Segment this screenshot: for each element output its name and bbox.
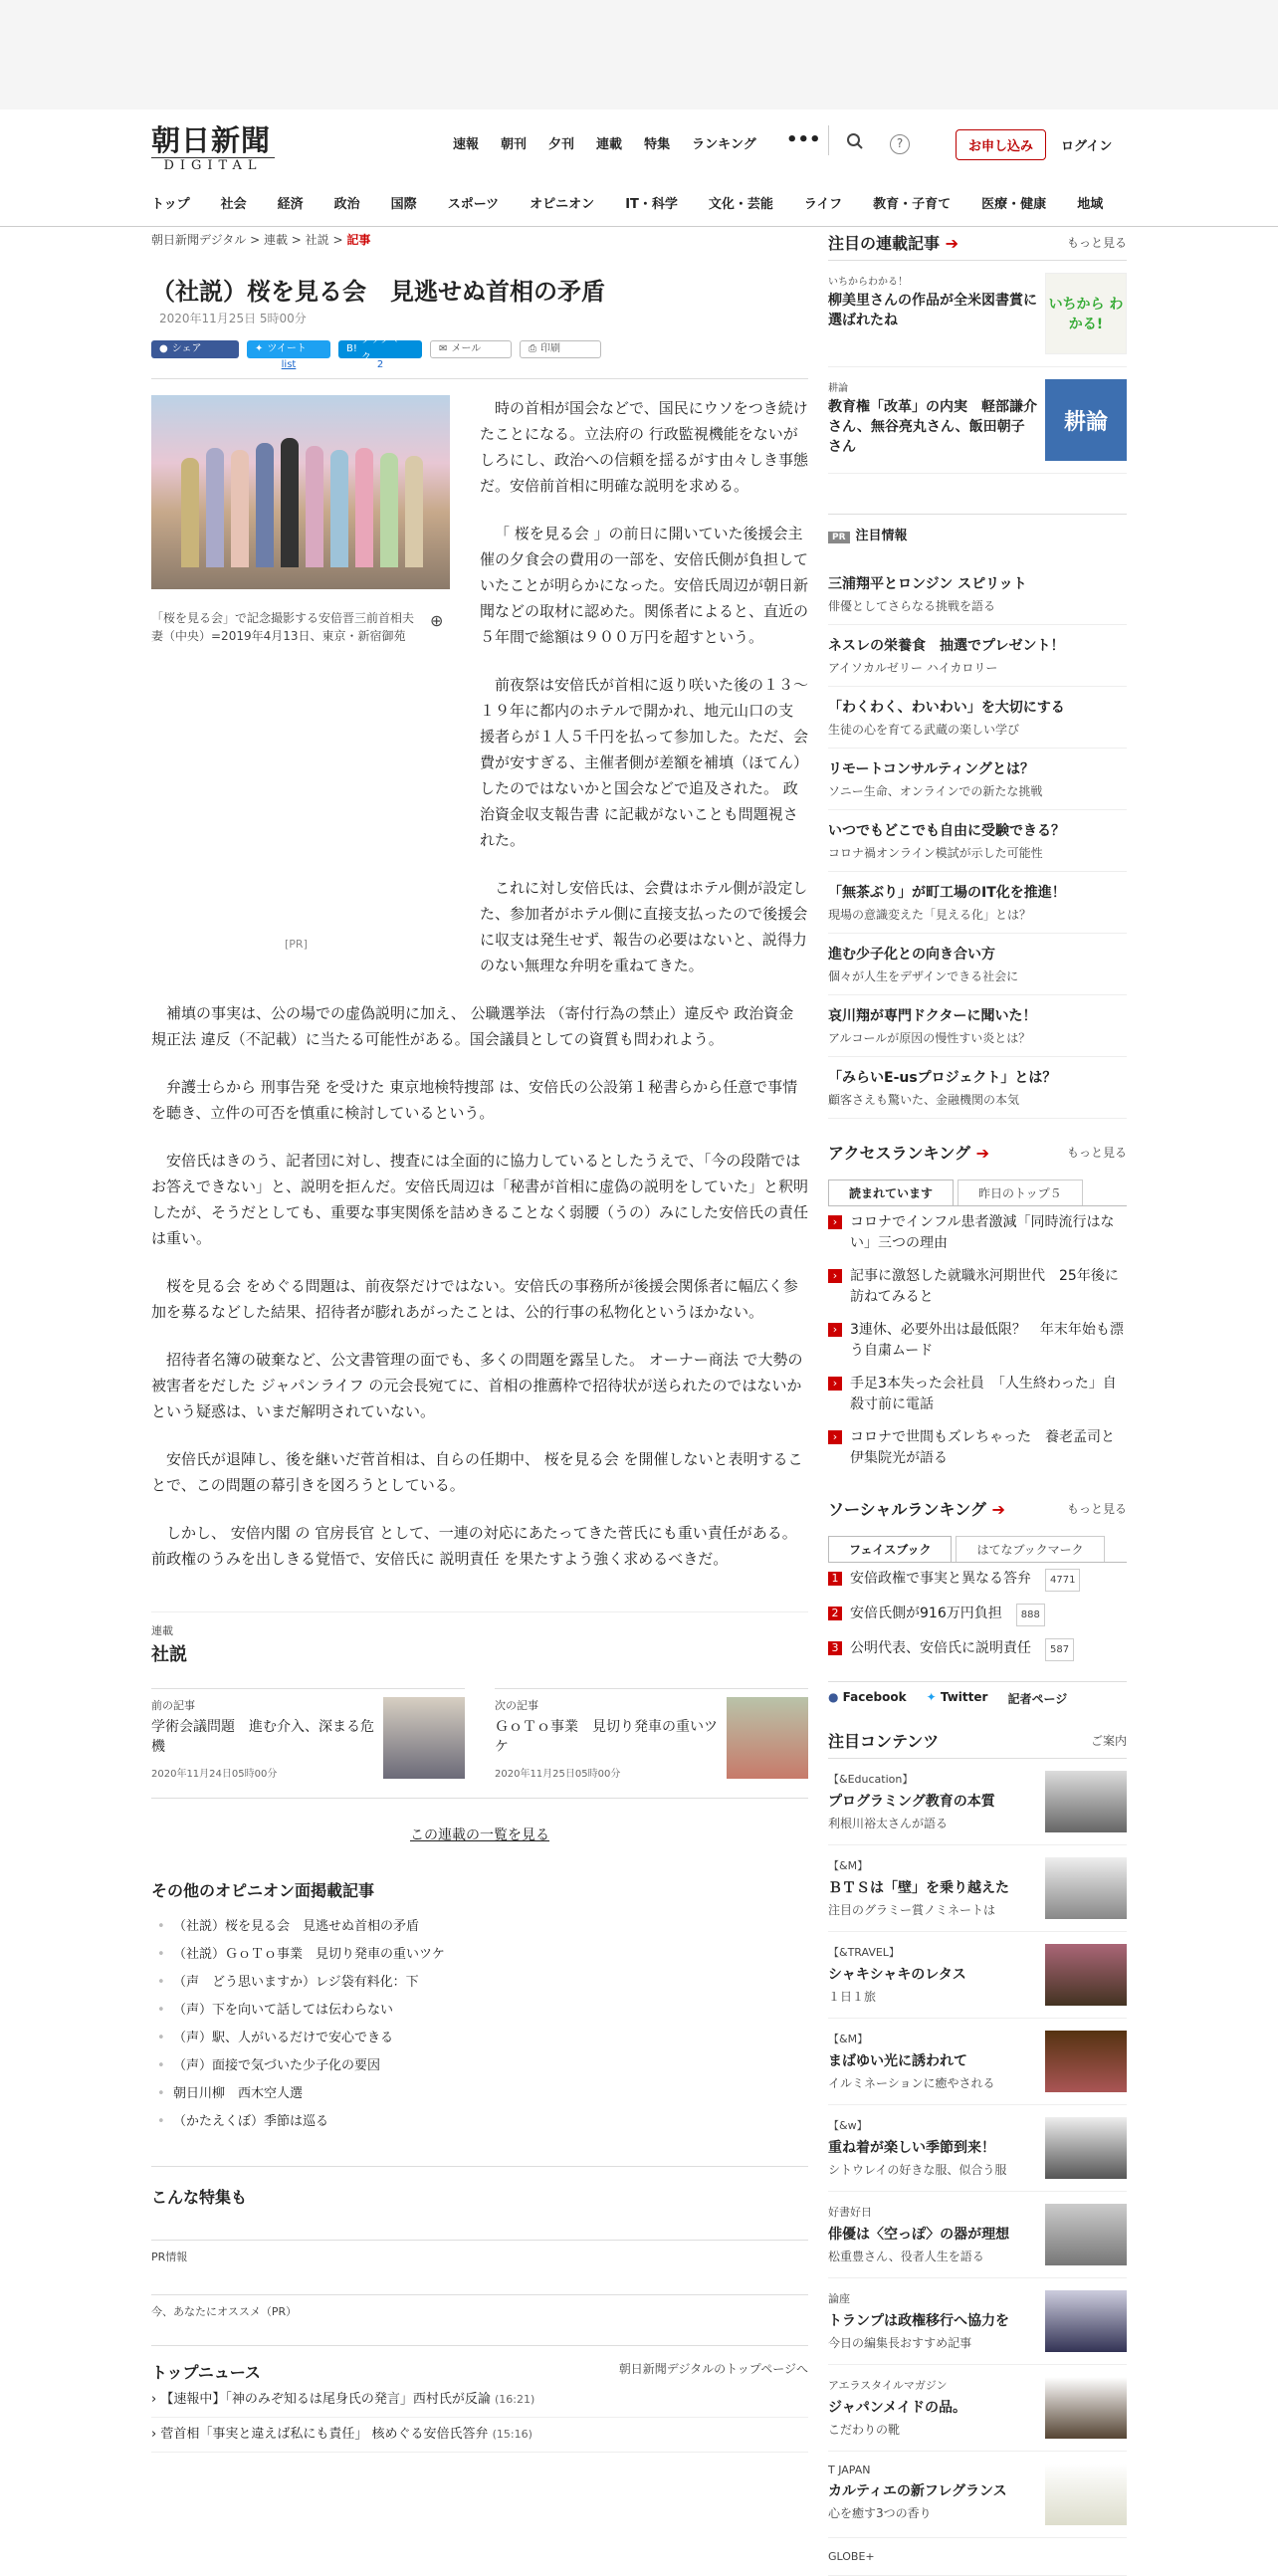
prev-title[interactable]: 学術会議問題 進む介入、深まる危機 [151,1719,374,1755]
print-icon: ⎙ [529,343,536,354]
social-more[interactable]: もっと見る [1066,1502,1127,1516]
hatena-bookmark-button[interactable] [338,334,422,363]
top-news-text: 菅首相「事実と違えば私にも責任」 核めぐる安倍氏答弁 [160,2427,489,2442]
pr-item[interactable]: ネスレの栄養食 抽選でプレゼント！ アイソカルゼリー ハイカロリー [828,625,1127,687]
arrow-right-icon: ➔ [991,1500,1005,1519]
breadcrumb-shasetsu[interactable]: 社説 [305,233,329,247]
arrow-right-icon: ➔ [975,1144,990,1163]
content-thumbnail [1045,2290,1127,2352]
share-divider [151,378,808,379]
content-thumbnail [1045,1944,1127,2006]
subscribe-button[interactable]: お申し込み [956,129,1046,160]
list-item[interactable]: • （声）駅、人がいるだけで安心できる [151,2025,808,2052]
pr-item[interactable]: 「無茶ぶり」が町工場のIT化を推進！ 現場の意識変えた「見える化」とは？ [828,872,1127,934]
breadcrumb-rensai[interactable]: 連載 [263,233,288,247]
cat-life[interactable]: ライフ [803,197,843,212]
rank-marker: › [828,1323,842,1337]
top-news-text: 【速報中】「神のみぞ知るは尾身氏の発言」西村氏が反論 [160,2392,491,2407]
article-paragraph: 弁護士らから 刑事告発 を受けた 東京地検特捜部 は、安倍氏の公設第１秘書らから任意で事情を聴き、立件の可否を慎重に検討しているという。 [151,1078,798,1122]
article-title: （社説）桜を見る会 見逃せぬ首相の矛盾 [151,278,605,306]
article-paragraph: 「 桜を見る会 」の前日に開いていた後援会主催の夕食会の費用の一部を、安倍氏側が負担していたことが明らかになった。安倍氏周辺が朝日新聞などの取材に認めた。関係者によると、直近の５年間で総額は９００万円を超すという。 [480,525,809,646]
social-links [828,1681,1127,1707]
hatena-icon: B! [346,343,357,354]
series-block [151,1611,808,1844]
ranking-item[interactable]: › コロナでインフル患者激減「同時流行はない」三つの理由 [828,1206,1127,1260]
content-item[interactable]: 【&M】 まばゆい光に誘われて イルミネーションに癒やされる [828,2019,1127,2105]
list-item[interactable]: • （社説）ＧｏＴｏ事業 見切り発車の重いツケ [151,1941,808,1969]
twitter-share-label: ツイート [267,343,307,354]
facebook-share-button[interactable] [151,340,239,358]
rentai-more[interactable]: もっと見る [1066,236,1127,250]
photo-caption: 「桜を見る会」で記念撮影する安倍晋三前首相夫妻（中央）=2019年4月13日、東京・新宿御苑 [151,611,415,643]
top-news-title: トップニュース [151,2363,261,2382]
cat-society[interactable]: 社会 [220,197,247,212]
rentai-kicker: いちからわかる！ [828,277,908,288]
pr-item[interactable]: 「みらいE-usプロジェクト」とは？ 顧客さえも驚いた、金融機関の本気 [828,1057,1127,1119]
contents-title: 注目コンテンツ [828,1732,940,1751]
article-paragraph: 安倍氏はきのう、記者団に対し、捜査には全面的に協力しているとしたうえで、「今の段階ではお答えできない」と、説明を拒んだ。安倍氏周辺は「秘書が首相に虚偽の説明をしていた」と釈明したが、そうだとしても、重要な事実関係を詰めきることなく弱腰（うの）みにした安倍氏の責任は重い。 [151,1152,809,1247]
article-paragraph: 時の首相が国会などで、国民にウソをつき続けたことになる。立法府の 行政監視機能をないがしろにし、政治への信頼を揺るがす由々しき事態だ。安倍前首相に明確な説明を求める。 [480,399,809,495]
social-ranking-title: ソーシャルランキング ➔ [828,1500,1005,1519]
article-date: 2020年11月25日 5時00分 [159,312,307,325]
social-item[interactable]: 1 安倍政権で事実と異なる答弁 4771 [828,1563,1127,1598]
next-title[interactable]: ＧｏＴｏ事業 見切り発車の重いツケ [495,1719,718,1755]
content-item[interactable]: アエラスタイルマガジン ジャパンメイドの品。 こだわりの靴 [828,2365,1127,2452]
content-item[interactable]: 【&M】 ＢＴＳは「壁」を乗り越えた 注目のグラミー賞ノミネートは [828,1845,1127,1932]
article-paragraph: 招待者名簿の破棄など、公文書管理の面でも、多くの問題を露呈した。 オーナー商法 で大勢の被害者をだした ジャパンライフ の元会長宛てに、首相の推薦枠で招待状が送られたのではないかという疑惑は、いまだ解明されていない。 [151,1351,803,1420]
other-opinion-list [151,1913,808,2136]
featured-contents [828,1729,1127,2576]
content-thumbnail [1045,2031,1127,2092]
rank-marker: › [828,1430,842,1444]
next-thumbnail[interactable] [727,1697,808,1779]
facebook-icon: ● [828,1690,839,1704]
mail-icon: ✉ [439,343,448,354]
article-paragraph: 前夜祭は安倍氏が首相に返り咲いた後の１３～１９年に都内のホテルで開かれ、地元山口の支援者らが１人５千円を払って参加した。ただ、会費が安すぎる、主催者側が差額を補填（ほてん）したのではないかと国会などで追及された。 政治資金収支報告書 に記載がないことも問題視された。 [480,676,809,849]
social-item[interactable]: 2 安倍氏側が916万円負担 888 [828,1598,1127,1632]
twitter-count[interactable]: list [281,359,297,370]
zoom-icon[interactable]: ⊕ [430,611,444,630]
cat-region[interactable]: 地域 [1077,197,1104,212]
prev-article[interactable] [151,1688,465,1780]
reporter-page-link[interactable]: 記者ページ [1007,1692,1068,1706]
rentai-item[interactable] [828,261,1127,367]
content-thumbnail [1045,2117,1127,2179]
access-tabs [828,1180,1127,1206]
article-body [151,395,808,1572]
pr-item[interactable]: 進む少子化との向き合い方 個々が人生をデザインできる社会に [828,934,1127,995]
pr-badge: PR [828,532,850,543]
next-date: 2020年11月25日05時00分 [495,1769,621,1780]
cat-top[interactable]: トップ [151,197,190,212]
cat-opinion[interactable]: オピニオン [530,197,595,212]
series-name[interactable]: 社説 [151,1644,187,1665]
breadcrumb-home[interactable]: 朝日新聞デジタル [151,233,247,247]
rank-marker: › [828,1269,842,1283]
article-photo[interactable] [151,395,450,589]
access-ranking [828,1141,1127,1475]
print-label: 印刷 [540,343,560,354]
other-opinion [151,1878,808,2136]
rentai-header [828,231,1127,261]
twitter-icon: ✦ [255,343,264,354]
ranking-item[interactable]: › 3連休、必要外出は最低限？ 年末年始も漂う自粛ムード [828,1314,1127,1368]
cat-international[interactable]: 国際 [390,197,417,212]
search-icon[interactable] [846,132,864,155]
nav-tokushu[interactable]: 特集 [644,137,671,152]
main-column [151,231,808,2453]
nav-yukan[interactable]: 夕刊 [548,137,575,152]
header-nav [453,133,756,152]
site-header [0,109,1278,227]
list-item[interactable]: • （声）下を向いて話しては伝わらない [151,1997,808,2025]
content-thumbnail [1045,1771,1127,1832]
tab-facebook[interactable]: フェイスブック [828,1536,952,1562]
mail-share-button[interactable] [430,340,512,358]
twitter-link[interactable]: ✦ Twitter [926,1690,988,1704]
sidebar [828,231,1127,2576]
content-item[interactable]: GLOBE+ [828,2538,1127,2576]
rentai-thumbnail: 耕論 [1045,379,1127,461]
series-list-link[interactable]: この連載の一覧を見る [410,1827,549,1843]
tab-most-read[interactable]: 読まれています [828,1180,954,1205]
list-item[interactable]: • （声 どう思いますか）レジ袋有料化：下 [151,1969,808,1997]
access-ranking-header [828,1141,1127,1170]
social-ranking-header [828,1497,1127,1526]
ranking-item[interactable]: › 記事に激怒した就職氷河期世代 25年後に訪ねてみると [828,1260,1127,1314]
social-ranking [828,1497,1127,1707]
header-divider [828,125,829,155]
access-ranking-title: アクセスランキング ➔ [828,1144,990,1163]
top-band [0,0,1278,109]
ranking-item[interactable]: › コロナで世間もズレちゃった 養老孟司と伊集院光が語る [828,1421,1127,1475]
more-menu-icon[interactable]: ••• [786,129,821,150]
rentai-thumbnail: いちから わかる! [1045,273,1127,354]
mail-label: メール [451,343,482,354]
hatena-count[interactable]: 2 [376,359,384,370]
facebook-icon: ● [159,343,168,354]
pr-item[interactable]: 哀川翔が専門ドクターに聞いた！ アルコールが原因の慢性すい炎とは？ [828,995,1127,1057]
help-icon[interactable]: ? [890,134,910,154]
list-item[interactable]: • （声）面接で気づいた少子化の要因 [151,2052,808,2080]
ranking-item[interactable]: › 手足3本失った会社員 「人生終わった」自殺寸前に電話 [828,1368,1127,1421]
recommend-label: 今、あなたにオススメ（PR） [151,2294,808,2319]
rentai-headline: 柳美里さんの作品が全米図書賞に選ばれたね [828,293,1037,328]
cat-it-science[interactable]: IT・科学 [625,197,678,212]
rentai-kicker: 耕論 [828,383,848,394]
contents-guide[interactable]: ご案内 [1090,1734,1127,1748]
logo-main: 朝日新聞 [151,123,272,157]
twitter-share-button[interactable] [247,340,330,358]
social-item[interactable]: 3 公明代表、安倍氏に説明責任 587 [828,1632,1127,1667]
login-link[interactable]: ログイン [1061,139,1113,154]
content-item[interactable]: 【&TRAVEL】 シャキシャキのレタス １日１旅 [828,1932,1127,2019]
facebook-link[interactable]: ● Facebook [828,1690,907,1704]
pr-info-title: 注目情報 [855,529,908,543]
social-tabs [828,1536,1127,1563]
cat-education[interactable]: 教育・子育て [873,197,952,212]
twitter-icon: ✦ [926,1690,937,1704]
nav-choukan[interactable]: 朝刊 [501,137,528,152]
rentai-title: 注目の連載記事 ➔ [828,234,958,253]
share-count: 4771 [1045,1569,1080,1592]
pr-item[interactable]: リモートコンサルティングとは？ ソニー生命、オンラインでの新たな挑戦 [828,749,1127,810]
cat-politics[interactable]: 政治 [333,197,360,212]
article-paragraph: しかし、 安倍内閣 の 官房長官 として、一連の対応にあたってきた菅氏にも重い責任がある。前政権のうみを出しきる覚悟で、安倍氏に 説明責任 を果たすよう強く求めるべきだ。 [151,1524,797,1568]
hatena-label: ブックマーク [360,334,411,363]
article-paragraph: これに対し安倍氏は、会費はホテル側が設定した、参加者がホテル側に直接支払ったので後援会に収支は発生せず、報告の必要はないと、説得力のない無理な弁明を重ねてきた。 [480,879,808,974]
pr-item[interactable]: 三浦翔平とロンジン スピリット 俳優としてさらなる挑戦を語る [828,563,1127,625]
other-opinion-title: その他のオピニオン面掲載記事 [151,1881,375,1900]
cat-culture[interactable]: 文化・芸能 [708,197,773,212]
series-nav [151,1688,808,1799]
print-button[interactable] [520,340,601,358]
list-item[interactable]: • 朝日川柳 西木空人選 [151,2080,808,2108]
arrow-right-icon: ➔ [945,234,958,253]
article-paragraph: 桜を見る会 をめぐる問題は、前夜祭だけではない。安倍氏の事務所が後援会関係者に幅広く参加を募るなどした結果、招待者が膨れあがったことは、公的行事の私物化というほかない。 [151,1277,798,1321]
top-page-link[interactable]: 朝日新聞デジタルのトップページへ [618,2362,808,2376]
content-thumbnail [1045,2464,1127,2525]
logo-sub: DIGITAL [151,157,275,174]
prev-date: 2020年11月24日05時00分 [151,1769,278,1780]
series-label: 連載 [151,1624,173,1637]
share-count: 888 [1016,1604,1045,1626]
tab-yesterday-top5[interactable]: 昨日のトップ５ [958,1180,1083,1205]
facebook-share-label: シェア [171,343,202,354]
nav-rensai[interactable]: 連載 [596,137,623,152]
content-item[interactable]: 【&Education】 プログラミング教育の本質 利根川裕太さんが語る [828,1759,1127,1845]
rank-marker: › [828,1377,842,1391]
top-news-item[interactable]: › 【速報中】「神のみぞ知るは尾身氏の発言」西村氏が反論 (16:21) [151,2383,808,2418]
pr-info-label: PR情報 [151,2240,808,2264]
nav-sokuho[interactable]: 速報 [453,137,480,152]
top-news-time: (16:21) [495,2393,535,2406]
pr-label: [PR] [285,938,308,951]
next-label: 次の記事 [495,1699,538,1712]
list-item[interactable]: • （かたえくぼ）季節は巡る [151,2108,808,2136]
prev-thumbnail[interactable] [383,1697,465,1779]
share-counts [151,359,808,370]
breadcrumb: 朝日新聞デジタル > 連載 > 社説 > 記事 [151,233,371,247]
next-article[interactable] [495,1688,808,1780]
article-paragraph: 補填の事実は、公の場での虚偽説明に加え、 公職選挙法 （寄付行為の禁止）違反や 政治資金規正法 違反（不記載）に当たる可能性がある。国会議員としての資質も問われよう。 [151,1004,794,1048]
article-paragraph: 安倍氏が退陣し、後を継いだ菅首相は、自らの任期中、 桜を見る会 を開催しないと表明することで、この問題の幕引きを図ろうとしている。 [151,1450,803,1494]
content-thumbnail [1045,2377,1127,2439]
konna-tokushu-heading: こんな特集も [151,2166,808,2208]
content-item[interactable]: 好書好日 俳優は〈空っぽ〉の器が理想 松重豊さん、役者人生を語る [828,2192,1127,2278]
content-item[interactable]: 論座 トランプは政権移行へ協力を 今日の編集長おすすめ記事 [828,2278,1127,2365]
access-more[interactable]: もっと見る [1066,1146,1127,1160]
list-item[interactable]: • （社説）桜を見る会 見逃せぬ首相の矛盾 [151,1913,808,1941]
pr-item[interactable]: 「わくわく、わいわい」を大切にする 生徒の心を育てる武蔵の楽しい学び [828,687,1127,749]
share-count: 587 [1045,1638,1074,1661]
cat-health[interactable]: 医療・健康 [981,197,1047,212]
pr-info-header [828,514,1127,543]
top-news-item[interactable]: › 菅首相「事実と違えば私にも責任」 核めぐる安倍氏答弁 (15:16) [151,2418,808,2453]
rentai-headline: 教育権「改革」の内実 軽部謙介さん、無谷亮丸さん、飯田朝子さん [828,399,1037,455]
content-thumbnail [1045,2204,1127,2265]
content-item[interactable]: T JAPAN カルティエの新フレグランス 心を癒す3つの香り [828,2452,1127,2538]
tab-hatena[interactable]: はてなブックマーク [956,1536,1104,1562]
top-news-header [151,2345,808,2383]
pr-item[interactable]: いつでもどこでも自由に受験できる？ コロナ禍オンライン模試が示した可能性 [828,810,1127,872]
content-thumbnail [1045,1857,1127,1919]
content-item[interactable]: 【&w】 重ね着が楽しい季節到来！ シトウレイの好きな服、似合う服 [828,2105,1127,2192]
rentai-item[interactable] [828,367,1127,474]
rank-marker: › [828,1215,842,1229]
category-nav [151,193,1127,212]
nav-ranking[interactable]: ランキング [692,137,756,152]
site-logo[interactable] [151,123,281,174]
top-news-time: (15:16) [492,2428,532,2441]
contents-header [828,1729,1127,1759]
cat-sports[interactable]: スポーツ [447,197,500,212]
share-bar [151,334,808,363]
prev-label: 前の記事 [151,1699,195,1712]
breadcrumb-current: 記事 [346,233,371,247]
cat-economy[interactable]: 経済 [277,197,304,212]
